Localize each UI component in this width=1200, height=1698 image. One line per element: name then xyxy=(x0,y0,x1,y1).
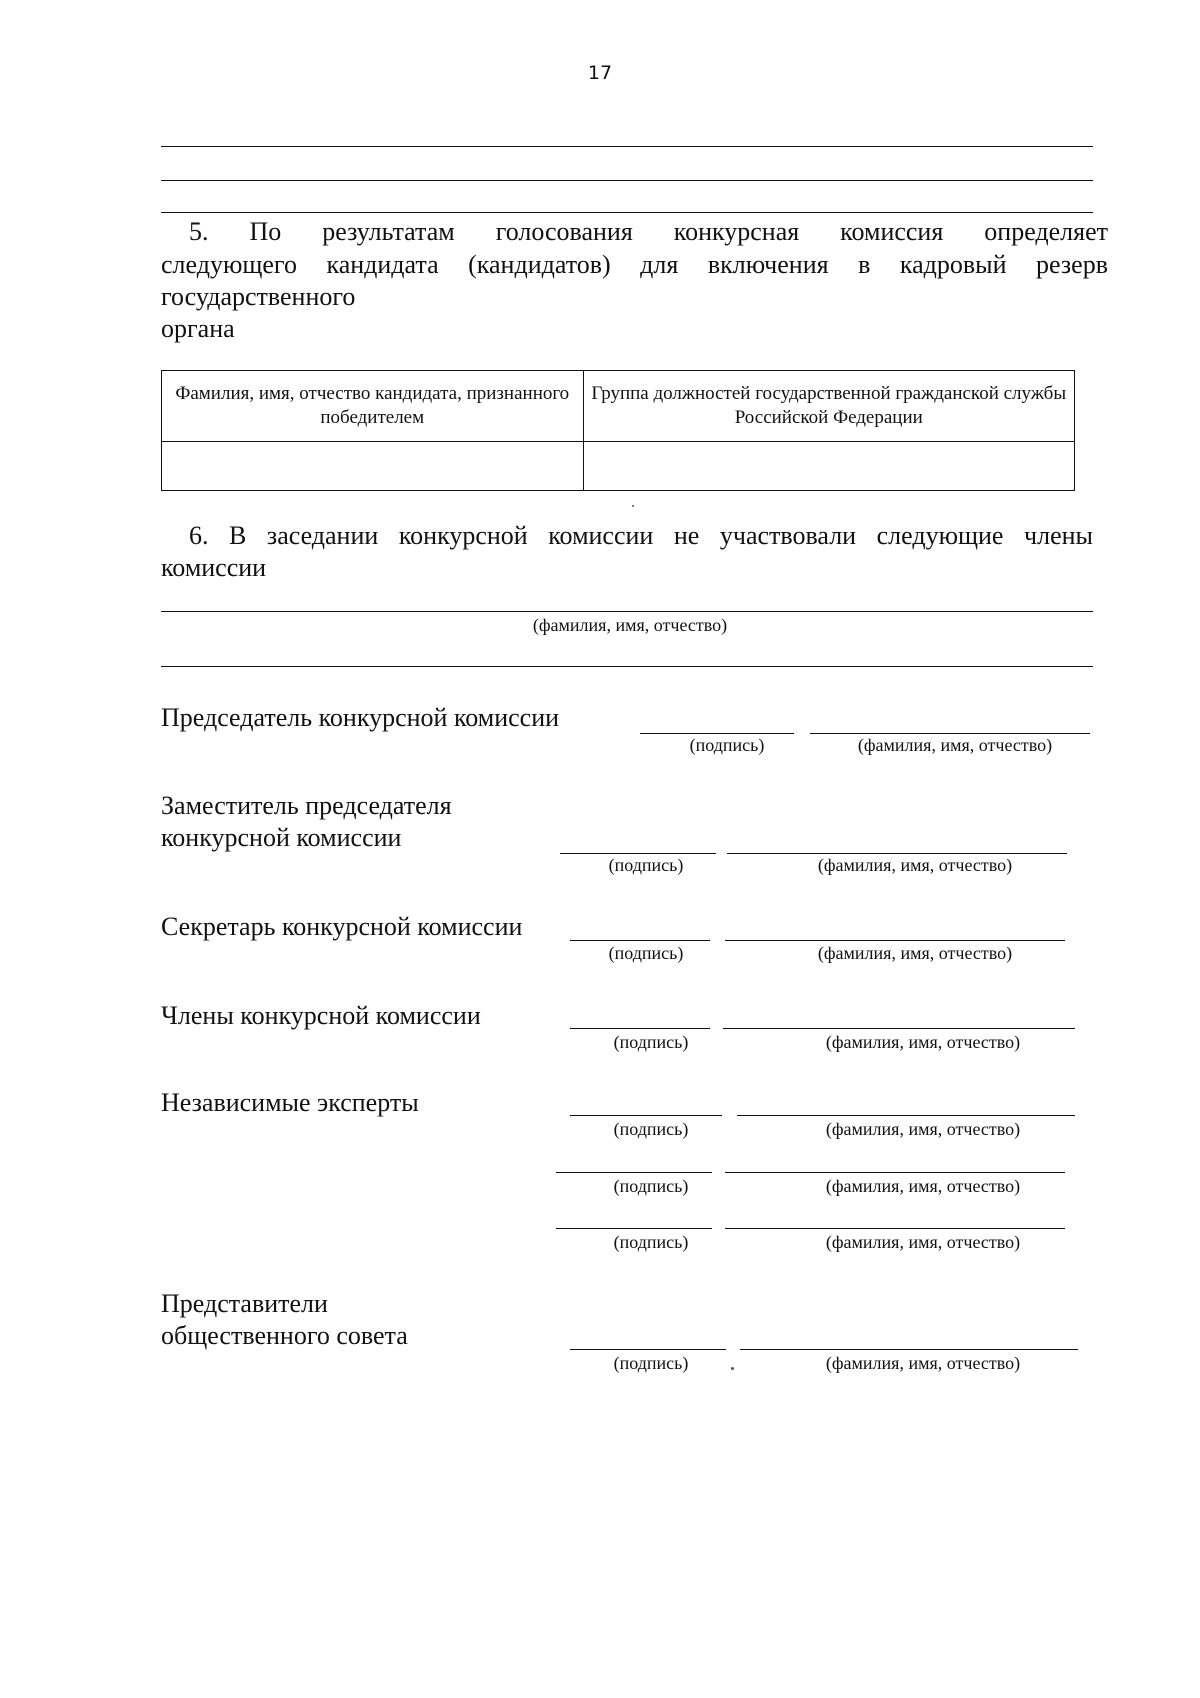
name-caption: (фамилия, имя, отчество) xyxy=(825,1353,1021,1373)
name-line[interactable] xyxy=(725,940,1065,941)
signature-line[interactable] xyxy=(556,1172,712,1173)
scan-speck xyxy=(632,505,634,507)
candidates-table xyxy=(161,370,1075,491)
signature-caption: (подпись) xyxy=(613,1176,689,1196)
section5-line3: государственного xyxy=(161,282,356,311)
section5-line4: органа xyxy=(161,314,235,343)
signature-caption: (подпись) xyxy=(608,855,684,875)
name-caption: (фамилия, имя, отчество) xyxy=(825,1119,1021,1139)
members-label: Члены конкурсной комиссии xyxy=(161,1001,481,1030)
name-caption: (фамилия, имя, отчество) xyxy=(825,1176,1021,1196)
signature-line[interactable] xyxy=(640,733,794,734)
name-caption: (фамилия, имя, отчество) xyxy=(857,735,1053,755)
table-header-position-group: Группа должностей государственной гражданской службы Российской Федерации xyxy=(583,371,1074,442)
table-header-candidate: Фамилия, имя, отчество кандидата, признанного победителем xyxy=(162,371,584,442)
table-cell-empty[interactable] xyxy=(162,442,584,491)
signature-line[interactable] xyxy=(570,940,710,941)
signature-line[interactable] xyxy=(570,1349,726,1350)
signature-caption: (подпись) xyxy=(613,1232,689,1252)
section6-line1: 6. В заседании конкурсной комиссии не участвовали следующие члены xyxy=(189,521,1093,550)
signature-caption: (подпись) xyxy=(613,1353,689,1373)
table-header-row xyxy=(162,371,1075,442)
signature-line[interactable] xyxy=(556,1228,712,1229)
absent-members-line xyxy=(161,611,1093,612)
name-caption: (фамилия, имя, отчество) xyxy=(817,943,1013,963)
page-number: 17 xyxy=(587,62,613,84)
signature-line[interactable] xyxy=(570,1028,710,1029)
section5-line1: 5. По результатам голосования конкурсная комиссия определяет xyxy=(189,217,1108,246)
signature-caption: (подпись) xyxy=(613,1119,689,1139)
name-line[interactable] xyxy=(725,1228,1065,1229)
name-caption: (фамилия, имя, отчество) xyxy=(825,1032,1021,1052)
scan-speck xyxy=(731,1367,734,1370)
section5-line2: следующего кандидата (кандидатов) для включения в кадровый резерв xyxy=(161,250,1108,279)
name-caption: (фамилия, имя, отчество) xyxy=(825,1232,1021,1252)
signature-caption: (подпись) xyxy=(608,943,684,963)
name-line[interactable] xyxy=(723,1028,1075,1029)
name-line[interactable] xyxy=(737,1115,1075,1116)
blank-line xyxy=(161,212,1093,213)
blank-line xyxy=(161,180,1093,181)
blank-line xyxy=(161,146,1093,147)
secretary-label: Секретарь конкурсной комиссии xyxy=(161,912,523,941)
signature-line[interactable] xyxy=(570,1115,722,1116)
public-council-label-line1: Представители xyxy=(161,1289,328,1318)
experts-label: Независимые эксперты xyxy=(161,1088,419,1117)
absent-members-line xyxy=(161,666,1093,667)
signature-caption: (подпись) xyxy=(613,1032,689,1052)
deputy-chairman-label-line1: Заместитель председателя xyxy=(161,791,452,820)
signature-line[interactable] xyxy=(560,853,716,854)
chairman-label: Председатель конкурсной комиссии xyxy=(161,703,560,732)
name-line[interactable] xyxy=(810,733,1090,734)
table-row xyxy=(162,442,1075,491)
name-caption: (фамилия, имя, отчество) xyxy=(817,855,1013,875)
name-line[interactable] xyxy=(740,1349,1078,1350)
deputy-chairman-label-line2: конкурсной комиссии xyxy=(161,823,402,852)
public-council-label-line2: общественного совета xyxy=(161,1321,408,1350)
section6-line2: комиссии xyxy=(161,553,267,582)
name-line[interactable] xyxy=(725,1172,1065,1173)
absent-members-caption: (фамилия, имя, отчество) xyxy=(532,615,728,635)
name-line[interactable] xyxy=(727,853,1067,854)
signature-caption: (подпись) xyxy=(689,735,765,755)
table-cell-empty[interactable] xyxy=(583,442,1074,491)
